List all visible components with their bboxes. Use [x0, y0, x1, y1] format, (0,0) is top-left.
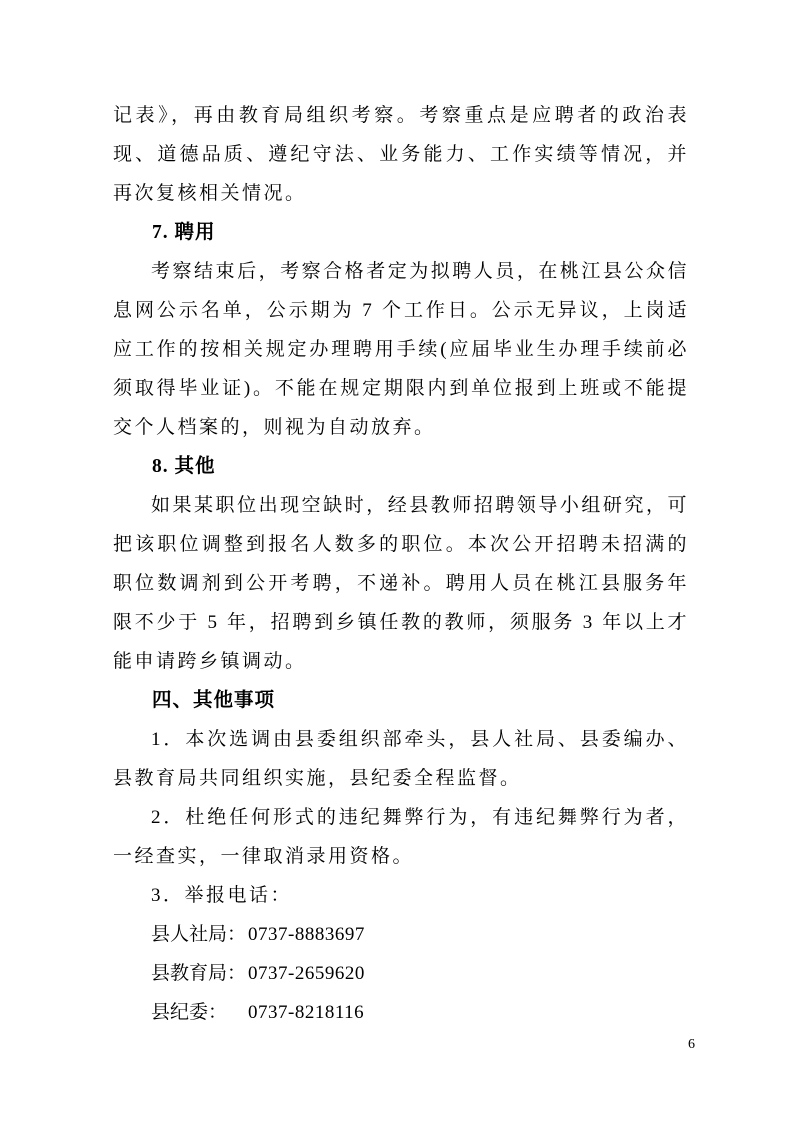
phone-number: 0737-8218116	[248, 1002, 365, 1023]
section-heading-other-matters: 四、其他事项	[152, 690, 276, 711]
phone-entry-education-bureau	[113, 954, 689, 993]
section-heading-other: 8. 其他	[152, 456, 216, 477]
phone-entry-hr-bureau	[113, 915, 689, 954]
phone-label: 县纪委：	[151, 1002, 228, 1023]
paragraph-item-3-report-phones: 3．举报电话：	[151, 885, 293, 906]
phone-number: 0737-2659620	[248, 963, 365, 984]
phone-label: 县人社局：	[151, 924, 247, 945]
document-content	[113, 96, 689, 1032]
paragraph-other: 如果某职位出现空缺时，经县教师招聘领导小组研究，可把该职位调整到报名人数多的职位。本次公开招聘未招满的职位数调剂到公开考聘，不递补。聘用人员在桃江县服务年限不少于 5 年，招聘到乡镇任教的教师，须服务 3 年以上才能申请跨乡镇调动。	[113, 495, 689, 672]
section-heading-hiring: 7. 聘用	[152, 222, 216, 243]
paragraph-inspection-continuation: 记表》，再由教育局组织考察。考察重点是应聘者的政治表现、道德品质、遵纪守法、业务能力、工作实绩等情况，并再次复核相关情况。	[113, 105, 689, 204]
page-number: 6	[688, 1037, 695, 1052]
paragraph-hiring: 考察结束后，考察合格者定为拟聘人员，在桃江县公众信息网公示名单，公示期为 7 个工作日。公示无异议，上岗适应工作的按相关规定办理聘用手续(应届毕业生办理手续前必须取得毕业证)。不能在规定期限内到单位报到上班或不能提交个人档案的，则视为自动放弃。	[113, 261, 689, 438]
paragraph-item-2: 2．杜绝任何形式的违纪舞弊行为，有违纪舞弊行为者，一经查实，一律取消录用资格。	[113, 807, 689, 867]
paragraph-item-1: 1．本次选调由县委组织部牵头，县人社局、县委编办、县教育局共同组织实施，县纪委全程监督。	[113, 729, 689, 789]
phone-label: 县教育局：	[151, 963, 247, 984]
phone-number: 0737-8883697	[248, 924, 365, 945]
phone-entry-discipline-committee	[113, 993, 689, 1032]
